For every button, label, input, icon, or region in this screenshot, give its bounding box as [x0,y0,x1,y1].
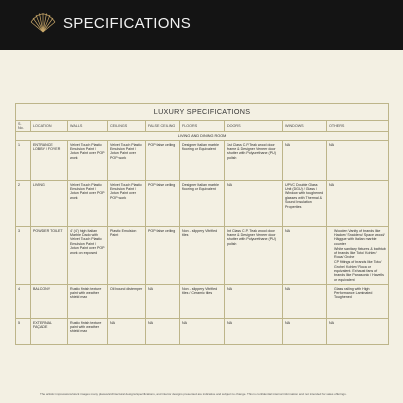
cell-walls: Velvet Touch Plastic Emulsion Paint / Jotun Paint over POP work [68,181,108,227]
section-row [16,132,389,141]
others-list [329,287,386,300]
cell-floors: Non - slippery Vitrified tiles [180,227,225,285]
cell-doors: NA [225,319,283,345]
list-item: • White sanitary fixtures & bathtub of brands like Toto/ Kohler/ Roca/ Grohe [334,247,386,260]
cell-false-ceiling: POP false ceiling [146,141,180,181]
table-row [16,181,389,227]
cell-false-ceiling: POP false ceiling [146,181,180,227]
row-number: 3 [16,227,31,285]
list-item: • CP fittings of brands like Toto/ Grohe/ Kohler/ Roca or equivalent. Exhaust fans of brands like Panasonic / Havells or equivalent [334,260,386,282]
specifications-table [15,103,389,345]
cell-location: LIVING [31,181,68,227]
cell-others: NA [327,319,389,345]
cell-others: NA [327,181,389,227]
table-title: LUXURY SPECIFICATIONS [16,104,389,121]
cell-floors: Non - slippery Vitrified tiles / Ceramic tiles [180,285,225,319]
cell-false-ceiling: POP false ceiling [146,227,180,285]
section-label: LIVING AND DINING ROOM [16,132,389,141]
header-bar [0,0,403,50]
fan-logo-icon [29,12,57,34]
cell-windows: NA [283,319,327,345]
table-row [16,319,389,345]
cell-floors: Designer Italian marble flooring or Equivalent [180,141,225,181]
column-header: WALLS [68,121,108,132]
cell-doors: NA [225,285,283,319]
cell-ceilings: Plastic Emulsion Paint [108,227,146,285]
cell-doors: NA [225,181,283,227]
cell-walls: Rustic finish texture paint with weather shield max [68,285,108,319]
cell-location: POWDER TOILET [31,227,68,285]
cell-windows: NA [283,227,327,285]
cell-ceilings: NA [108,319,146,345]
page-title: SPECIFICATIONS [63,15,192,32]
row-number: 2 [16,181,31,227]
cell-walls: 4' (4') high Italian Marble Dado with Velvet Touch Plastic Emulsion Paint / Jotun Paint over POP work on exposed [68,227,108,285]
column-header: FLOORS [180,121,225,132]
row-number: 1 [16,141,31,181]
cell-others: NA [327,141,389,181]
cell-doors: 1st Class C.P.Teak wood door frame & Designer Veneer door shutter with Polyurethane (PU) polish [225,141,283,181]
cell-false-ceiling: NA [146,319,180,345]
cell-others [327,285,389,319]
table-row [16,285,389,319]
cell-floors: NA [180,319,225,345]
others-list [329,229,386,283]
column-header: WINDOWS [283,121,327,132]
column-header: OTHERS [327,121,389,132]
cell-false-ceiling: NA [146,285,180,319]
row-number: 4 [16,285,31,319]
list-item: • Glass railing with High Performance Laminated Toughened [334,287,386,300]
cell-location: ENTRANCE LOBBY / FOYER [31,141,68,181]
cell-walls: Rustic finish texture paint with weather shield max [68,319,108,345]
cell-walls: Velvet Touch Plastic Emulsion Paint / Jotun Paint over POP work [68,141,108,181]
column-header-row [16,121,389,132]
cell-doors: Int Class C.P. Teak wood door frame & Designer Veneer door shutter with Polyurethane (PU) polish [225,227,283,285]
cell-location: EXTERNAL FAÇADE [31,319,68,345]
table-row [16,227,389,285]
cell-windows: NA [283,285,327,319]
table-title-row [16,104,389,121]
table-row [16,141,389,181]
cell-windows: NA [283,141,327,181]
cell-ceilings: Velvet Touch Plastic Emulsion Paint / Jotun Paint over POP work [108,141,146,181]
cell-windows: UPVC Double Glass Unit (DGU) / Glass / Window with toughened glasses with Thermal & Sound Insulation Properties [283,181,327,227]
cell-ceilings: Velvet Touch Plastic Emulsion Paint / Jotun Paint over POP work [108,181,146,227]
column-header: S. No. [16,121,31,132]
list-item: • Wooden Vanity of brands like Hacker/ Snaidero/ Space wood/ Häggue with Italian marble counter [334,229,386,247]
cell-location: BALCONY [31,285,68,319]
cell-others [327,227,389,285]
column-header: LOCATION [31,121,68,132]
cell-ceilings: Oil bound distemper [108,285,146,319]
row-number: 5 [16,319,31,345]
footnote: The artistic impressions/stock images many places/architectural designs/specifications, and interior designs presented are indicative and subject to change. This is confidential internal information and not intended for sales offerings. [40,392,347,396]
column-header: CEILINGS [108,121,146,132]
column-header: FALSE CEILING [146,121,180,132]
column-header: DOORS [225,121,283,132]
cell-floors: Designer Italian marble flooring or Equivalent [180,181,225,227]
